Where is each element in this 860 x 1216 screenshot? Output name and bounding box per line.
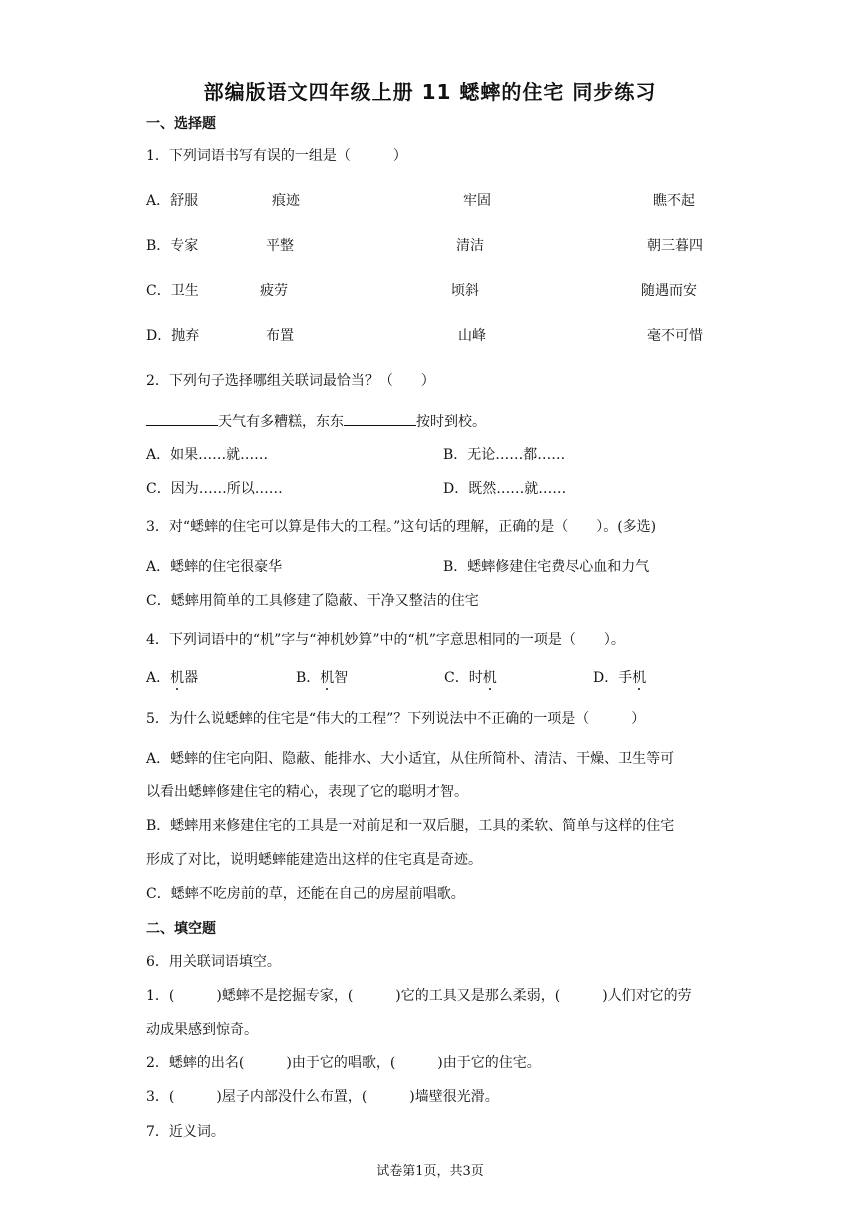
- question-6-stem: 6．用关联词语填空。: [146, 954, 281, 970]
- q2-option-d: D．既然……就……: [443, 481, 567, 497]
- q4-option-a-emphasis: 机: [170, 670, 185, 686]
- q6-sentence-3[interactable]: 3．( )屋子内部没什么布置，( )墙壁很光滑。: [146, 1089, 499, 1105]
- q4-option-c-emphasis: 机: [482, 670, 497, 686]
- q2-sentence-middle: 天气有多糟糕，东东: [218, 414, 344, 430]
- q1-option-d-word-4: 毫不可惜: [647, 328, 703, 344]
- page-footer: 试卷第1页，共3页: [376, 1164, 484, 1179]
- q3-option-c: C．蟋蟀用简单的工具修建了隐蔽、干净又整洁的住宅: [146, 593, 479, 609]
- question-4-stem: 4．下列词语中的“机”字与“神机妙算”中的“机”字意思相同的一项是（ ）。: [146, 632, 625, 648]
- q5-option-b-line-2: 形成了对比，说明蟋蟀能建造出这样的住宅真是奇迹。: [146, 852, 482, 868]
- q6-sentence-1-line-2: 动成果感到惊奇。: [146, 1022, 258, 1038]
- q2-sentence-end: 按时到校。: [416, 414, 486, 430]
- q2-blank-1[interactable]: [146, 411, 218, 426]
- q1-option-c-word-4: 随遇而安: [641, 283, 697, 299]
- q5-option-a-line-2: 以看出蟋蟀修建住宅的精心，表现了它的聪明才智。: [146, 784, 468, 800]
- page-title: 部编版语文四年级上册 11 蟋蟀的住宅 同步练习: [203, 80, 657, 104]
- q2-blank-2[interactable]: [344, 411, 416, 426]
- q2-option-c: C．因为……所以……: [146, 481, 283, 497]
- section-heading-choice: 一、选择题: [146, 116, 216, 132]
- q1-option-b-word-4: 朝三暮四: [647, 238, 703, 254]
- q2-option-a: A．如果……就……: [146, 447, 269, 463]
- q1-option-d-word-2: 布置: [266, 328, 294, 344]
- q4-option-d-emphasis: 机: [632, 670, 647, 686]
- question-5-stem: 5．为什么说蟋蟀的住宅是“伟大的工程”？下列说法中不正确的一项是（ ）: [146, 711, 646, 727]
- q1-option-d-word-3: 山峰: [458, 328, 486, 344]
- q4-option-b: B．机智: [296, 670, 349, 686]
- q1-option-a-word-3: 牢固: [463, 193, 491, 209]
- q5-option-b-line-1: B．蟋蟀用来修建住宅的工具是一对前足和一双后腿，工具的柔软、简单与这样的住宅: [146, 818, 675, 834]
- q4-option-c: C．时机: [444, 670, 497, 686]
- q4-option-b-emphasis: 机: [320, 670, 335, 686]
- question-3-stem: 3．对“蟋蟀的住宅可以算是伟大的工程。”这句话的理解，正确的是（ ）。(多选): [146, 519, 657, 535]
- q3-option-a: A．蟋蟀的住宅很豪华: [146, 559, 283, 575]
- question-1-stem: 1．下列词语书写有误的一组是（ ）: [146, 148, 407, 164]
- q6-sentence-1-line-1[interactable]: 1．( )蟋蟀不是挖掘专家，( )它的工具又是那么柔弱，( )人们对它的劳: [146, 988, 692, 1004]
- q2-sentence: [146, 411, 486, 432]
- q4-option-d: D．手机: [593, 670, 647, 686]
- q1-option-c-word-2: 疲劳: [260, 283, 288, 299]
- q5-option-c: C．蟋蟀不吃房前的草，还能在自己的房屋前唱歌。: [146, 886, 465, 902]
- q1-option-b-word-2: 平整: [266, 238, 294, 254]
- q2-option-b: B．无论……都……: [443, 447, 566, 463]
- q1-option-b-word-3: 清洁: [456, 238, 484, 254]
- question-2-stem: 2．下列句子选择哪组关联词最恰当？（ ）: [146, 373, 435, 389]
- q1-option-a-word-4: 瞧不起: [653, 193, 695, 209]
- q1-option-c-word-3: 顷斜: [451, 283, 479, 299]
- q1-option-a-word-2: 痕迹: [272, 193, 300, 209]
- q1-option-d-label: D．抛弃: [146, 328, 200, 344]
- question-7-stem: 7．近义词。: [146, 1124, 225, 1140]
- q5-option-a-line-1: A．蟋蟀的住宅向阳、隐蔽、能排水、大小适宜，从住所简朴、清洁、干燥、卫生等可: [146, 751, 675, 767]
- q1-option-b-label: B．专家: [146, 238, 199, 254]
- q6-sentence-2[interactable]: 2．蟋蟀的出名( )由于它的唱歌，( )由于它的住宅。: [146, 1055, 541, 1071]
- q3-option-b: B．蟋蟀修建住宅费尽心血和力气: [443, 559, 650, 575]
- q4-option-a: A．机器: [146, 670, 199, 686]
- q1-option-c-label: C．卫生: [146, 283, 199, 299]
- section-heading-fill-in: 二、填空题: [146, 921, 216, 937]
- q1-option-a-label: A．舒服: [146, 193, 199, 209]
